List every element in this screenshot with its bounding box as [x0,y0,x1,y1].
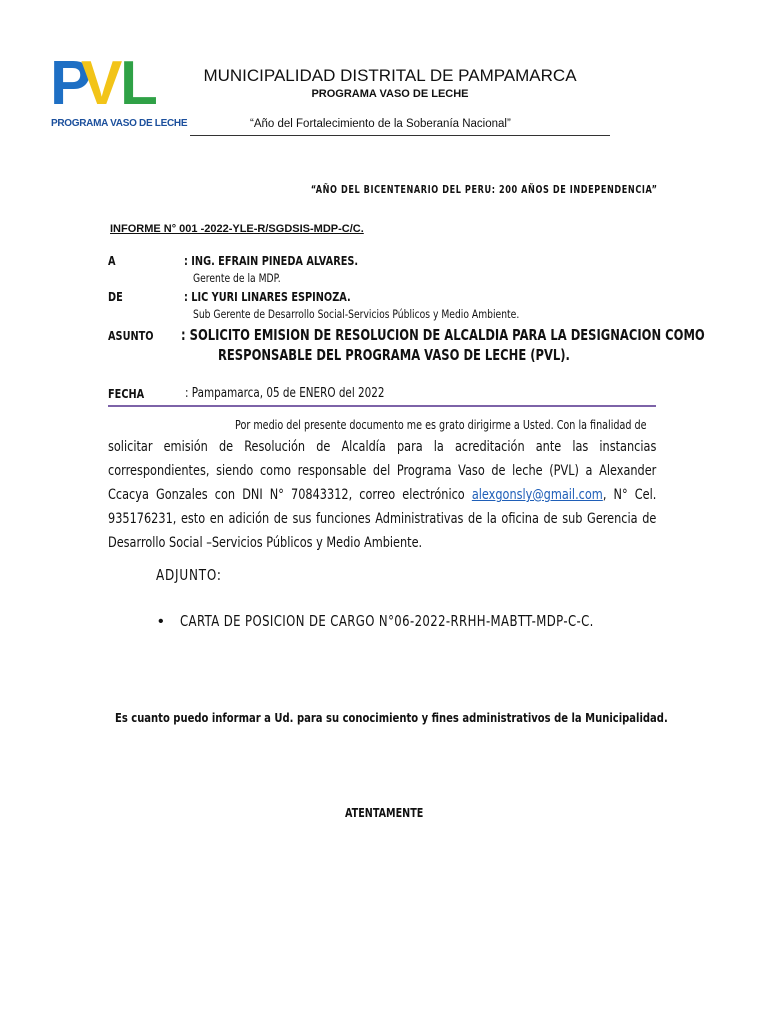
program-name: PROGRAMA VASO DE LECHE [311,88,469,100]
adjunto-item: CARTA DE POSICION DE CARGO N°06-2022-RRHH-MABTT-MDP-C-C. [180,612,594,630]
intro-line: Por medio del presente documento me es grato dirigirme a Usted. Con la finalidad de [235,418,647,432]
body-text-end: , N° Cel. 935176231, esto en adición de sus funciones Administrativas de la oficina de sub Gerencia de Desarrollo Social –Servicios Públicos y Medio Ambiente. [108,487,657,551]
signoff: ATENTAMENTE [345,806,424,820]
de-label: DE [108,289,123,304]
fecha-value: : Pampamarca, 05 de ENERO del 2022 [185,386,385,401]
body-paragraph [108,435,656,555]
email-link[interactable]: alexgonsly@gmail.com [471,487,603,503]
logo-caption: PROGRAMA VASO DE LECHE [51,118,188,129]
bicentenario-motto: “AÑO DEL BICENTENARIO DEL PERU: 200 AÑOS DE INDEPENDENCIA” [311,183,658,196]
logo-letter-v: V [81,49,123,118]
year-motto: “Año del Fortalecimiento de la Soberanía Nacional” [250,118,511,130]
memo-divider [108,405,656,407]
body-text-start: solicitar emisión de Resolución de Alcaldía para la acreditación ante las instancias correspondientes, siendo como responsable del Programa Vaso de leche (PVL) a Alexander Ccacya Gonzales con DNI N° 70843312, correo electrónico [108,439,657,503]
bullet-icon: • [158,613,164,630]
adjunto-label: ADJUNTO: [156,566,222,584]
informe-number: INFORME N° 001 -2022-YLE-R/SGDSIS-MDP-C/C. [110,223,364,235]
header-divider [190,135,610,136]
asunto-line-2: RESPONSABLE DEL PROGRAMA VASO DE LECHE (PVL). [218,346,570,364]
a-label: A [108,253,116,268]
logo-letter-p: P [50,49,92,118]
a-value: : ING. EFRAIN PINEDA ALVARES. [184,253,359,268]
closing-statement: Es cuanto puedo informar a Ud. para su conocimiento y fines administrativos de la Municipalidad. [115,710,668,725]
asunto-line-1: : SOLICITO EMISION DE RESOLUCION DE ALCALDIA PARA LA DESIGNACION COMO [181,326,705,344]
logo-letter-l: L [120,49,158,118]
municipality-title: MUNICIPALIDAD DISTRITAL DE PAMPAMARCA [203,66,577,85]
fecha-label: FECHA [108,386,145,401]
de-role: Sub Gerente de Desarrollo Social-Servicios Públicos y Medio Ambiente. [193,307,520,321]
pvl-logo [50,49,188,135]
a-role: Gerente de la MDP. [193,271,281,285]
asunto-label: ASUNTO [108,328,154,343]
de-value: : LIC YURI LINARES ESPINOZA. [184,289,351,304]
